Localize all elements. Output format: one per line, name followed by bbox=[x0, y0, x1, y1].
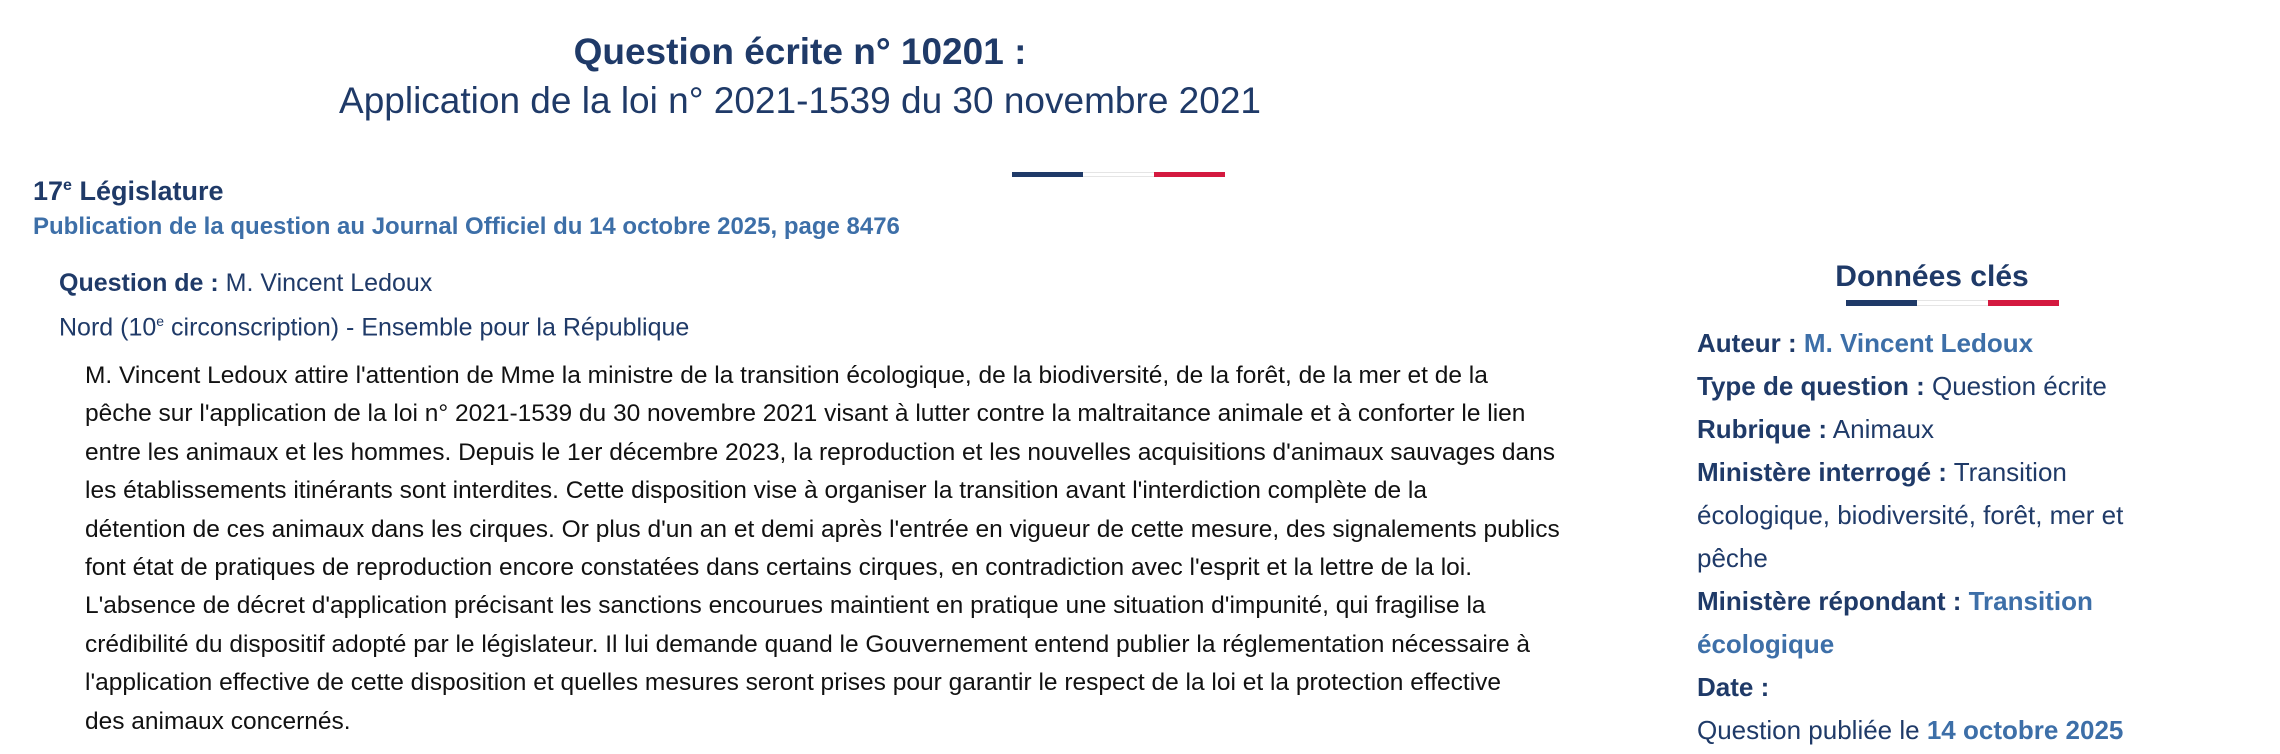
kd-rubric bbox=[1697, 408, 2197, 451]
question-line: les établissements itinérants sont interdites. Cette disposition vise à organiser la transition avant l'interdiction complète de la bbox=[85, 477, 1427, 505]
question-line: des animaux concernés. bbox=[85, 707, 351, 735]
kd-date-value-line bbox=[1697, 709, 2197, 752]
question-line: M. Vincent Ledoux attire l'attention de Mme la ministre de la transition écologique, de la biodiversité, de la forêt, de la mer et de la bbox=[85, 362, 1488, 389]
legislature-number: 17 bbox=[33, 176, 64, 206]
kd-date bbox=[1697, 666, 2197, 709]
flag-blue bbox=[1846, 300, 1917, 306]
district-sup: e bbox=[156, 313, 165, 329]
author-line bbox=[59, 264, 689, 302]
question-line: l'application effective de cette disposition et quelles mesures seront prises pour garantir le respect de la loi et la protection effective bbox=[85, 669, 1502, 697]
kd-date-label: Date : bbox=[1697, 672, 1770, 702]
author-link[interactable]: M. Vincent Ledoux bbox=[1803, 328, 2034, 358]
key-data-panel bbox=[1697, 260, 2197, 752]
author-block bbox=[59, 264, 689, 346]
kd-ministry-asked-label: Ministère interrogé : bbox=[1697, 457, 1947, 487]
kd-ministry-asked-cont: écologique, biodiversité, forêt, mer et bbox=[1697, 500, 2124, 530]
question-text bbox=[85, 357, 1605, 741]
question-line: L'absence de décret d'application précisant les sanctions encourues maintient en pratique une situation d'impunité, qui fragilise la bbox=[85, 592, 1486, 620]
district-prefix: Nord (10 bbox=[59, 313, 157, 342]
question-line: font état de pratiques de reproduction encore constatées dans certains cirques, en contradiction avec l'esprit et la lettre de la loi. bbox=[85, 554, 1473, 582]
kd-ministry-resp-cont bbox=[1697, 623, 2197, 666]
question-subject-title: Application de la loi n° 2021-1539 du 30 novembre 2021 bbox=[339, 80, 1261, 121]
page-title bbox=[0, 28, 1600, 126]
flag-red bbox=[1988, 300, 2059, 306]
flag-red bbox=[1154, 172, 1225, 177]
key-data-title: Données clés bbox=[1835, 260, 2029, 293]
legislature-heading bbox=[33, 176, 224, 207]
district-line bbox=[59, 302, 689, 346]
publication-info: Publication de la question au Journal Officiel du 14 octobre 2025, page 8476 bbox=[33, 213, 900, 240]
kd-ministry-resp-label: Ministère répondant : bbox=[1697, 586, 1962, 616]
ministry-resp-link[interactable]: Transition bbox=[1968, 586, 2093, 616]
kd-author-label: Auteur : bbox=[1697, 328, 1797, 358]
question-line: détention de ces animaux dans les cirques. Or plus d'un an et demi après l'entrée en vigueur de cette mesure, des signalements publics bbox=[85, 515, 1560, 543]
kd-type bbox=[1697, 365, 2197, 408]
flag-white bbox=[1917, 300, 1988, 306]
author-name: M. Vincent Ledoux bbox=[218, 269, 433, 297]
kd-author bbox=[1697, 322, 2197, 365]
question-line: crédibilité du dispositif adopté par le législateur. Il lui demande quand le Gouvernement entend publier la réglementation nécessaire à bbox=[85, 630, 1531, 658]
flag-white bbox=[1083, 172, 1154, 177]
tricolor-divider bbox=[1012, 172, 1225, 177]
kd-rubric-label: Rubrique : bbox=[1697, 414, 1827, 444]
legislature-label: Législature bbox=[71, 176, 224, 206]
ministry-resp-link-cont[interactable]: écologique bbox=[1697, 629, 1835, 659]
legislature-sup: e bbox=[63, 177, 72, 194]
kd-ministry-resp bbox=[1697, 580, 2197, 623]
question-line: pêche sur l'application de la loi n° 2021-1539 du 30 novembre 2021 visant à lutter contre la maltraitance animale et à conforter le lien bbox=[85, 400, 1526, 428]
date-link[interactable]: 14 octobre 2025 bbox=[1926, 715, 2124, 745]
kd-ministry-asked-cont: pêche bbox=[1697, 543, 1768, 573]
kd-type-label: Type de question : bbox=[1697, 371, 1925, 401]
flag-blue bbox=[1012, 172, 1083, 177]
key-data-list bbox=[1697, 322, 2197, 752]
kd-date-text: Question publiée le bbox=[1697, 715, 1927, 745]
kd-ministry-asked-value: Transition bbox=[1946, 457, 2067, 487]
key-data-tricolor bbox=[1846, 300, 2197, 306]
kd-ministry-asked bbox=[1697, 451, 2197, 494]
kd-rubric-value: Animaux bbox=[1827, 414, 1934, 444]
question-number-title: Question écrite n° 10201 : bbox=[573, 31, 1027, 72]
district-suffix: circonscription) - Ensemble pour la République bbox=[164, 313, 690, 342]
kd-type-value: Question écrite bbox=[1924, 371, 2107, 401]
question-line: entre les animaux et les hommes. Depuis le 1er décembre 2023, la reproduction et les nouvelles acquisitions d'animaux sauvages dans bbox=[85, 438, 1556, 466]
author-label: Question de : bbox=[59, 269, 219, 297]
